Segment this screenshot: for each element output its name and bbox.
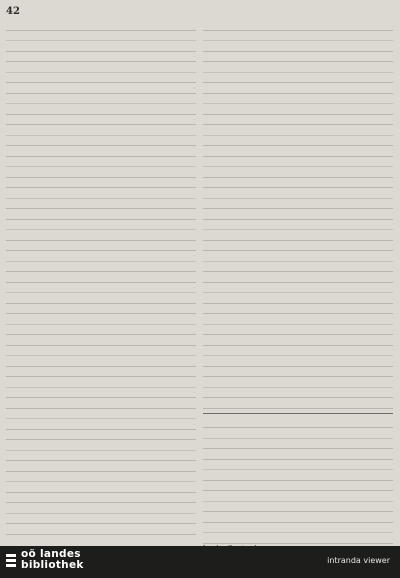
directory-entry: [6, 41, 196, 52]
directory-entry: [6, 272, 196, 283]
directory-entry: [203, 304, 393, 315]
directory-entry: [6, 293, 196, 304]
library-logo-text: oö landes bibliothek: [21, 548, 84, 571]
directory-entry: [203, 470, 393, 481]
directory-entry: [6, 115, 196, 126]
directory-entry: [203, 439, 393, 450]
directory-entry: [203, 398, 393, 409]
directory-entry: [6, 356, 196, 367]
directory-entry: [6, 104, 196, 115]
directory-entry: [6, 514, 196, 525]
directory-entry: [6, 146, 196, 157]
page-number: 42: [6, 6, 20, 17]
directory-entry: [203, 41, 393, 52]
directory-entry: [203, 346, 393, 357]
directory-entry: [6, 430, 196, 441]
directory-entry: [203, 230, 393, 241]
directory-entry: [6, 346, 196, 357]
directory-entry: [203, 199, 393, 210]
directory-entry: [203, 335, 393, 346]
directory-entry: [6, 94, 196, 105]
library-logo[interactable]: [6, 549, 91, 571]
directory-entry: [203, 83, 393, 94]
directory-entry: [203, 481, 393, 492]
directory-entry: [6, 304, 196, 315]
directory-entry: [6, 62, 196, 73]
directory-entry: [6, 283, 196, 294]
directory-entry: [203, 449, 393, 460]
library-logo-icon: [6, 549, 16, 571]
directory-entry: [6, 493, 196, 504]
directory-entry: [6, 136, 196, 147]
directory-entry: [6, 220, 196, 231]
directory-entry: [6, 199, 196, 210]
directory-entry: [203, 512, 393, 523]
directory-entry: [203, 146, 393, 157]
left-column: [6, 20, 196, 544]
directory-entry: [6, 461, 196, 472]
directory-entry: [6, 188, 196, 199]
directory-entry: [6, 178, 196, 189]
directory-entry: [6, 73, 196, 84]
directory-entry: [6, 314, 196, 325]
directory-entry: [6, 398, 196, 409]
directory-entry: [203, 188, 393, 199]
directory-entry: [203, 157, 393, 168]
directory-entry: [6, 503, 196, 514]
directory-entry: [6, 83, 196, 94]
directory-entry: [203, 220, 393, 231]
directory-entry: [203, 293, 393, 304]
directory-entry: [203, 241, 393, 252]
directory-entry: [203, 136, 393, 147]
directory-entry: [6, 20, 196, 31]
viewer-footer: [0, 546, 400, 578]
directory-entry: [6, 451, 196, 462]
directory-entry: [6, 524, 196, 535]
column-divider: [203, 413, 393, 414]
right-column-bottom-entries: [203, 418, 393, 544]
right-column: [203, 20, 393, 542]
directory-entry: [203, 388, 393, 399]
directory-entry: [203, 428, 393, 439]
directory-entry: [6, 482, 196, 493]
directory-entry: [203, 272, 393, 283]
directory-entry: [6, 377, 196, 388]
directory-entry: [6, 230, 196, 241]
directory-entry: [203, 209, 393, 220]
directory-entry: [203, 31, 393, 42]
directory-entry: [203, 94, 393, 105]
directory-entry: [203, 418, 393, 429]
directory-entry: [203, 367, 393, 378]
directory-entry: [6, 472, 196, 483]
directory-entry: [203, 523, 393, 534]
directory-entry: [203, 62, 393, 73]
directory-entry: [203, 178, 393, 189]
directory-entry: [6, 52, 196, 63]
directory-entry: [203, 104, 393, 115]
directory-entry: [203, 377, 393, 388]
directory-entry: [6, 409, 196, 420]
directory-entry: [203, 20, 393, 31]
directory-entry: [6, 335, 196, 346]
directory-entry: [6, 262, 196, 273]
directory-entry: [6, 167, 196, 178]
directory-entry: [6, 325, 196, 336]
directory-entry: [6, 241, 196, 252]
viewer-name-label: intranda viewer: [327, 556, 390, 565]
directory-entry: [203, 52, 393, 63]
directory-entry: [6, 440, 196, 451]
directory-entry: [203, 283, 393, 294]
directory-entry: [6, 125, 196, 136]
directory-entry: [6, 388, 196, 399]
directory-entry: [203, 502, 393, 513]
directory-entry: [203, 251, 393, 262]
directory-entry: [203, 167, 393, 178]
directory-entry: [203, 460, 393, 471]
directory-entry: [203, 73, 393, 84]
directory-entry: [203, 491, 393, 502]
directory-entry: [203, 533, 393, 544]
directory-entry: [6, 209, 196, 220]
directory-entry: [6, 31, 196, 42]
directory-entry: [203, 115, 393, 126]
right-column-top-entries: [203, 20, 393, 409]
directory-entry: [6, 157, 196, 168]
directory-entry: [6, 251, 196, 262]
directory-entry: [203, 356, 393, 367]
directory-entry: [6, 419, 196, 430]
directory-entry: [203, 262, 393, 273]
directory-entry: [203, 125, 393, 136]
directory-entry: [6, 367, 196, 378]
directory-entry: [203, 325, 393, 336]
directory-entry: [203, 314, 393, 325]
